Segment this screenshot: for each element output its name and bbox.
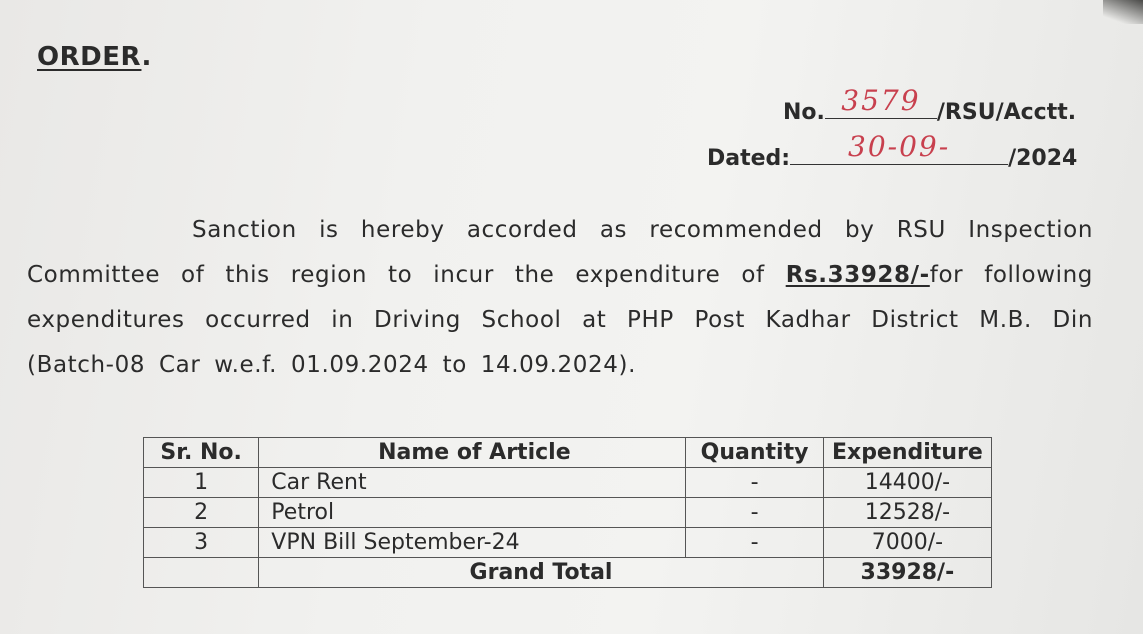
cell-article: Car Rent [259,468,686,498]
cell-sr: 3 [144,528,259,558]
cell-sr: 1 [144,468,259,498]
order-number-label: No. [783,100,825,125]
order-date-handwritten: 30-09- [848,130,951,163]
table-row [144,528,992,558]
order-date-label: Dated: [707,146,791,171]
header-sr-no: Sr. No. [144,438,259,468]
sanction-text-before: Sanction is hereby accorded as recommended by RSU Inspection Committee of this region to incur the expenditure of [27,217,1093,288]
sanction-paragraph [27,208,1093,388]
header-expenditure: Expenditure [823,438,991,468]
order-heading [37,42,152,72]
order-number-handwritten: 3579 [841,84,921,117]
header-article: Name of Article [259,438,686,468]
order-date-line [707,130,1078,171]
cell-sr: 2 [144,498,259,528]
cell-quantity: - [686,468,823,498]
grand-total-row [144,558,992,588]
expenditure-table [143,437,992,588]
cell-quantity: - [686,528,823,558]
order-number-line [783,84,1077,125]
cell-empty [144,558,259,588]
table-row [144,498,992,528]
order-title: ORDER [37,42,142,72]
cell-expenditure: 14400/- [823,468,991,498]
sanction-text-after: for following expenditures occurred in Driving School at PHP Post Kadhar District M.B. Din (Batch-08 Car w.e.f. 01.09.2024 to 14.09.2024). [27,262,1093,378]
order-date-blank [790,130,1008,165]
page-edge-shadow [1103,0,1143,24]
cell-article: VPN Bill September-24 [259,528,686,558]
order-title-suffix: . [141,42,152,72]
cell-article: Petrol [259,498,686,528]
grand-total-value: 33928/- [823,558,991,588]
table-header-row [144,438,992,468]
order-number-suffix: /RSU/Acctt. [936,100,1077,125]
table-row [144,468,992,498]
cell-expenditure: 12528/- [823,498,991,528]
header-quantity: Quantity [686,438,823,468]
sanction-amount: Rs.33928/- [785,262,930,288]
cell-quantity: - [686,498,823,528]
cell-expenditure: 7000/- [823,528,991,558]
order-number-blank [825,84,937,119]
order-date-suffix: /2024 [1008,146,1078,171]
grand-total-label: Grand Total [259,558,823,588]
